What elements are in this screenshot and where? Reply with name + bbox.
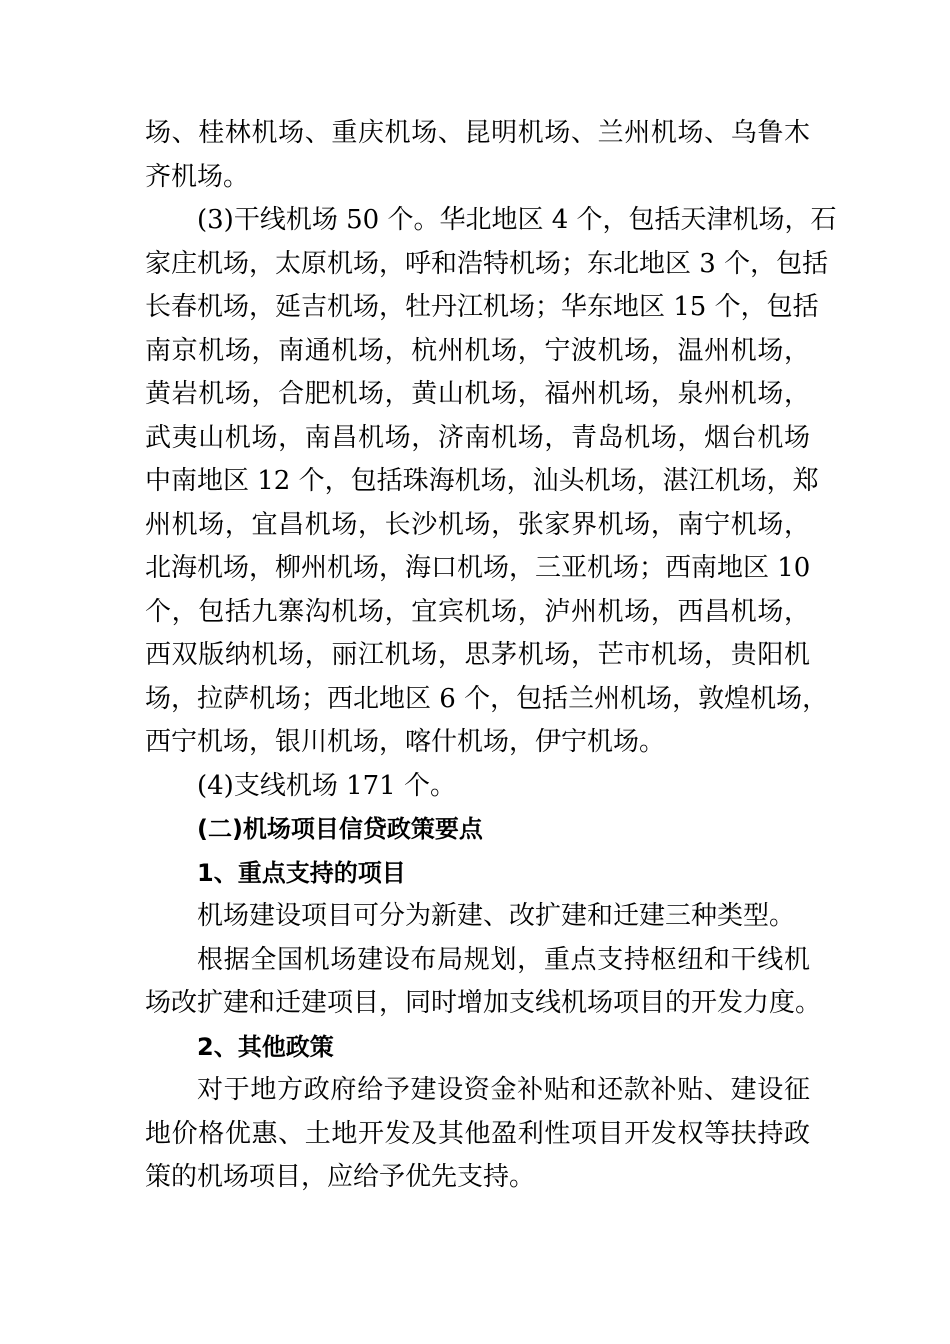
- text-line: 长春机场，延吉机场，牡丹江机场；华东地区 15 个，包括: [145, 292, 819, 322]
- text-line: 场，拉萨机场；西北地区 6 个，包括兰州机场，敦煌机场，: [145, 683, 829, 714]
- subsection-heading-2: 2、其他政策: [197, 1032, 334, 1061]
- text-line: (3)干线机场 50 个。华北地区 4 个，包括天津机场，石: [197, 205, 837, 235]
- text-line: 场改扩建和迁建项目，同时增加支线机场项目的开发力度。: [145, 988, 822, 1018]
- text-line: 武夷山机场，南昌机场，济南机场，青岛机场，烟台机场: [145, 422, 810, 453]
- text-line: 南京机场，南通机场，杭州机场，宁波机场，温州机场，: [145, 335, 810, 366]
- subsection-heading-1: 1、重点支持的项目: [197, 858, 406, 887]
- text-line: 地价格优惠、土地开发及其他盈利性项目开发权等扶持政: [145, 1118, 810, 1149]
- section-heading: (二)机场项目信贷政策要点: [197, 815, 483, 843]
- paragraph-6: [145, 1069, 810, 1200]
- text-line: 对于地方政府给予建设资金补贴和还款补贴、建设征: [197, 1075, 810, 1105]
- text-line: 齐机场。: [145, 161, 250, 192]
- text-line: 中南地区 12 个，包括珠海机场，汕头机场，湛江机场，郑: [145, 466, 819, 496]
- text-line: 西宁机场，银川机场，喀什机场，伊宁机场。: [145, 727, 666, 757]
- paragraph-2: [145, 199, 837, 765]
- text-line: 个，包括九寨沟机场，宜宾机场，泸州机场，西昌机场，: [145, 596, 810, 627]
- text-line: 策的机场项目，应给予优先支持。: [145, 1162, 536, 1192]
- text-line: 西双版纳机场，丽江机场，思茅机场，芒市机场，贵阳机: [145, 640, 810, 670]
- text-line: 北海机场，柳州机场，海口机场，三亚机场；西南地区 10: [145, 553, 811, 583]
- paragraph-5: [145, 939, 822, 1026]
- document-page: [145, 112, 837, 1200]
- text-line: 场、桂林机场、重庆机场、昆明机场、兰州机场、乌鲁木: [145, 118, 810, 148]
- paragraph-4: 机场建设项目可分为新建、改扩建和迁建三种类型。: [197, 901, 796, 931]
- paragraph-1: [145, 112, 810, 199]
- paragraph-3: (4)支线机场 171 个。: [197, 770, 456, 801]
- text-line: 州机场，宜昌机场，长沙机场，张家界机场，南宁机场，: [145, 509, 810, 540]
- text-line: 黄岩机场，合肥机场，黄山机场，福州机场，泉州机场，: [145, 379, 810, 409]
- text-line: 根据全国机场建设布局规划，重点支持枢纽和干线机: [197, 944, 810, 975]
- text-line: 家庄机场，太原机场，呼和浩特机场；东北地区 3 个，包括: [145, 248, 829, 279]
